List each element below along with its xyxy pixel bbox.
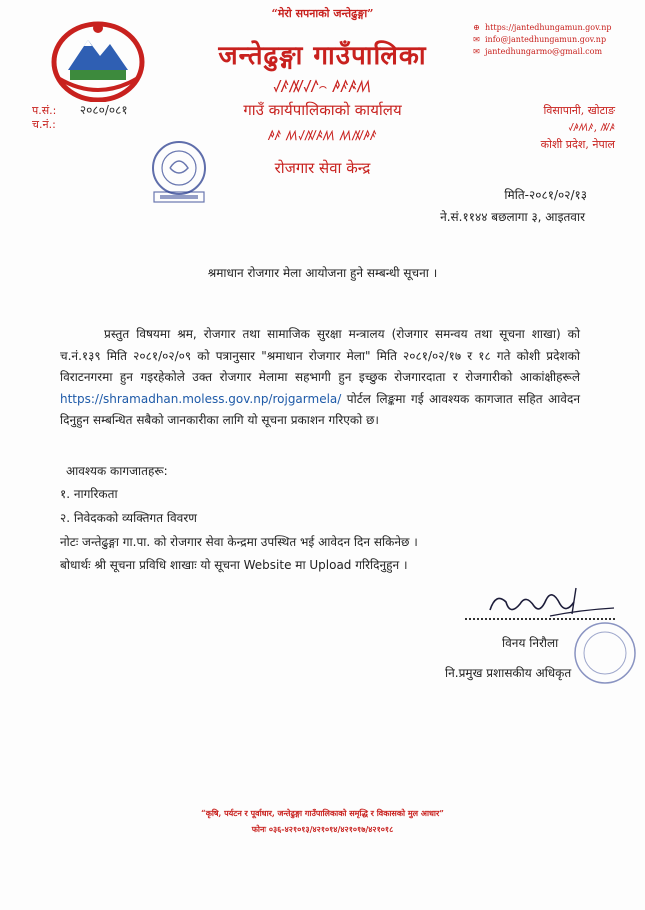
signatory-title: नि.प्रमुख प्रशासकीय अधिकृत <box>445 666 572 680</box>
website-row <box>472 22 611 34</box>
footer-quote: “कृषि, पर्यटन र पूर्वाधार, जन्तेढुङ्गा गाउँपालिकाको समृद्धि र विकासको मुल आधार” <box>201 808 444 818</box>
globe-icon: ⊕ <box>473 23 480 32</box>
center-name: रोजगार सेवा केन्द्र <box>274 159 371 177</box>
date-miti: मिति-२०८१/०२/१३ <box>504 188 587 202</box>
office-name-script: ꤳꤰ ꤵꤶꤲꤴꤵ ꤵꤲꤳꤰ <box>268 128 377 144</box>
address-line3: कोशी प्रदेश, नेपाल <box>540 138 615 151</box>
round-stamp <box>570 618 640 688</box>
email2-row <box>472 46 611 58</box>
date-nepal-sambat: ने.सं.११४४ बछलागा ३, आइतवार <box>440 210 585 224</box>
address-line1: विसापानी, खोटाङ <box>543 104 615 117</box>
office-stamp <box>140 138 218 210</box>
document-item: १. नागरिकता <box>60 487 118 501</box>
note-line: नोटः जन्तेढुङ्गा गा.पा. को रोजगार सेवा केन्द्रमा उपस्थित भई आवेदन दिन सकिनेछ । <box>60 535 418 549</box>
email-row <box>472 34 611 46</box>
documents-title: आवश्यक कागजातहरू: <box>66 464 168 478</box>
signatory-name: विनय निरौला <box>502 636 559 650</box>
body-text-before: प्रस्तुत विषयमा श्रम, रोजगार तथा सामाजिक सुरक्षा मन्त्रालय (रोजगार समन्वय तथा सूचना शाखा) को च.नं.१३९ मिति २०८१/०२/०९ को पत्रानुसार "श्रमाधान रोजगार मेला" मिति २०८१/०२/१७ र १८ गते कोशी प्रदेशको विराटनगरमा हुन गइरहेकोले उक्त रोजगार मेलामा सहभागी हुन इच्छुक रोजगारदाता र रोजगारीको आकांक्षीहरूले <box>60 327 580 384</box>
document-item: २. निवेदकको व्यक्तिगत विवरण <box>60 511 197 525</box>
organization-name: जन्तेढुङ्गा गाउँपालिका <box>218 41 427 71</box>
footer-phone: फोनः ०३६-४२१०१३/४२१०१४/४२१०१७/४२१०१८ <box>251 824 394 834</box>
body-paragraph <box>60 324 580 432</box>
website-link[interactable]: https://jantedhungamun.gov.np <box>485 23 612 32</box>
email2-link[interactable]: jantedhungarmo@gmail.com <box>485 47 603 56</box>
contact-block <box>472 22 611 58</box>
ps-label: प.सं.: <box>32 104 57 117</box>
reference-block <box>32 103 128 132</box>
address-line2: ꤶꤳꤵꤰ, ꤲꤴ <box>568 121 615 134</box>
mail-icon: ✉ <box>473 47 480 56</box>
organization-name-script: ꤶꤰꤲꤶꤱ꤮ ꤳꤰꤴꤵ <box>273 77 372 97</box>
motto: “मेरो सपनाको जन्तेढुङ्गा” <box>271 7 374 20</box>
portal-link[interactable]: https://shramadhan.moless.gov.np/rojgarmela/ <box>60 391 342 406</box>
address-block <box>541 102 615 153</box>
info-line: बोधार्थः श्री सूचना प्रविधि शाखाः यो सूचना Website मा Upload गरिदिनुहुन । <box>60 558 408 572</box>
subject-line: श्रमाधान रोजगार मेला आयोजना हुने सम्बन्धी सूचना । <box>207 266 438 280</box>
email-link[interactable]: info@jantedhungamun.gov.np <box>485 35 607 44</box>
cn-label: च.नं.: <box>32 118 56 131</box>
body-text-after: पोर्टल लिङ्कमा गई आवश्यक कागजात सहित आवेदन दिनुहुन सम्बन्धित सबैको जानकारीका लागि यो सूचना प्रकाशन गरिएको छ। <box>60 391 580 427</box>
office-name: गाउँ कार्यपालिकाको कार्यालय <box>243 101 402 119</box>
ps-value: २०८०/०८१ <box>79 103 128 117</box>
mail-icon: ✉ <box>473 35 480 44</box>
